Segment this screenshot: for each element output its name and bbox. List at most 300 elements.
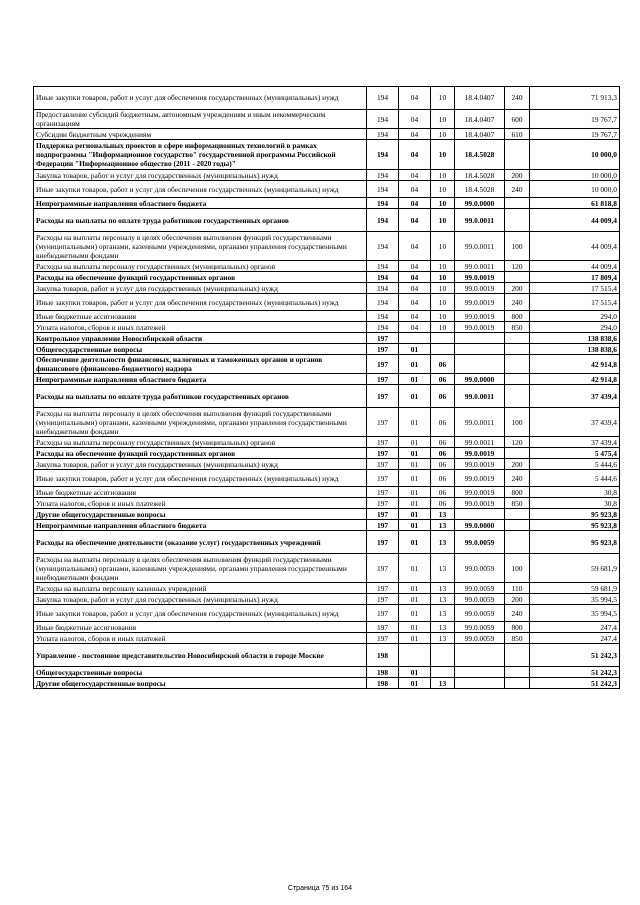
cell-name: Обеспечение деятельности финансовых, налоговых и таможенных органов и органов финансового (финансово-бюджетного) надзора — [34, 355, 367, 374]
cell-sum: 19 767,7 — [530, 110, 620, 129]
cell-vr: 240 — [505, 470, 530, 487]
cell-pr: 10 — [431, 283, 455, 294]
cell-rz: 01 — [399, 554, 431, 583]
cell-csr: 18.4.0407 — [455, 110, 505, 129]
cell-csr: 99.0.0000 — [455, 520, 505, 531]
cell-sum: 10 000,0 — [530, 170, 620, 181]
cell-name: Иные бюджетные ассигнования — [34, 487, 367, 498]
cell-vr: 800 — [505, 311, 530, 322]
cell-rz: 01 — [399, 583, 431, 594]
cell-pr: 10 — [431, 110, 455, 129]
cell-rz: 01 — [399, 344, 431, 355]
cell-name: Иные закупки товаров, работ и услуг для обеспечения государственных (муниципальных) нужд — [34, 605, 367, 622]
cell-name: Иные закупки товаров, работ и услуг для обеспечения государственных (муниципальных) нужд — [34, 87, 367, 110]
cell-sum: 10 000,0 — [530, 181, 620, 198]
cell-csr: 99.0.0019 — [455, 459, 505, 470]
cell-pr — [431, 667, 455, 678]
cell-name: Расходы на выплаты по оплате труда работников государственных органов — [34, 385, 367, 408]
cell-name: Расходы на обеспечение функций государственных органов — [34, 272, 367, 283]
cell-vr — [505, 448, 530, 459]
cell-vr — [505, 644, 530, 667]
table-row — [34, 129, 620, 140]
cell-ved: 197 — [367, 374, 399, 385]
table-row — [34, 583, 620, 594]
cell-rz: 04 — [399, 170, 431, 181]
cell-vr: 200 — [505, 594, 530, 605]
table-row — [34, 261, 620, 272]
cell-sum: 17 515,4 — [530, 294, 620, 311]
cell-rz: 01 — [399, 355, 431, 374]
cell-name: Расходы на выплаты персоналу государственных (муниципальных) органов — [34, 261, 367, 272]
cell-name: Иные бюджетные ассигнования — [34, 622, 367, 633]
cell-name: Уплата налогов, сборов и иных платежей — [34, 322, 367, 333]
cell-sum: 71 913,3 — [530, 87, 620, 110]
table-row — [34, 644, 620, 667]
cell-rz: 01 — [399, 520, 431, 531]
cell-pr: 06 — [431, 374, 455, 385]
cell-ved: 197 — [367, 520, 399, 531]
table-row — [34, 232, 620, 261]
cell-csr: 99.0.0019 — [455, 322, 505, 333]
cell-ved: 197 — [367, 605, 399, 622]
table-row — [34, 333, 620, 344]
cell-sum: 10 000,0 — [530, 140, 620, 170]
cell-ved: 198 — [367, 678, 399, 689]
table-row — [34, 437, 620, 448]
cell-csr: 99.0.0019 — [455, 448, 505, 459]
cell-vr — [505, 344, 530, 355]
cell-csr: 99.0.0059 — [455, 633, 505, 644]
cell-ved: 194 — [367, 272, 399, 283]
cell-name: Иные закупки товаров, работ и услуг для обеспечения государственных (муниципальных) нужд — [34, 181, 367, 198]
cell-vr: 850 — [505, 322, 530, 333]
cell-vr: 800 — [505, 622, 530, 633]
table-row — [34, 209, 620, 232]
cell-ved: 197 — [367, 437, 399, 448]
cell-pr: 10 — [431, 129, 455, 140]
cell-ved: 194 — [367, 170, 399, 181]
table-row — [34, 181, 620, 198]
cell-vr: 100 — [505, 554, 530, 583]
cell-pr — [431, 644, 455, 667]
table-row — [34, 110, 620, 129]
cell-sum: 42 914,8 — [530, 374, 620, 385]
table-row — [34, 140, 620, 170]
cell-name: Закупка товаров, работ и услуг для государственных (муниципальных) нужд — [34, 594, 367, 605]
cell-vr: 240 — [505, 181, 530, 198]
cell-ved: 197 — [367, 531, 399, 554]
cell-vr: 200 — [505, 170, 530, 181]
cell-pr: 10 — [431, 272, 455, 283]
cell-csr: 99.0.0000 — [455, 374, 505, 385]
cell-sum: 42 914,8 — [530, 355, 620, 374]
cell-sum: 19 767,7 — [530, 129, 620, 140]
cell-rz: 04 — [399, 110, 431, 129]
cell-name: Закупка товаров, работ и услуг для государственных (муниципальных) нужд — [34, 170, 367, 181]
table-row — [34, 374, 620, 385]
cell-rz: 04 — [399, 232, 431, 261]
cell-csr: 99.0.0019 — [455, 470, 505, 487]
cell-rz: 01 — [399, 374, 431, 385]
cell-ved: 197 — [367, 333, 399, 344]
cell-sum: 51 242,3 — [530, 678, 620, 689]
cell-csr — [455, 355, 505, 374]
cell-pr: 06 — [431, 487, 455, 498]
cell-rz: 04 — [399, 209, 431, 232]
cell-vr: 600 — [505, 110, 530, 129]
cell-rz: 04 — [399, 261, 431, 272]
cell-vr: 240 — [505, 87, 530, 110]
budget-table — [33, 86, 620, 689]
cell-rz: 04 — [399, 181, 431, 198]
cell-name: Иные закупки товаров, работ и услуг для обеспечения государственных (муниципальных) нужд — [34, 470, 367, 487]
cell-csr: 99.0.0019 — [455, 498, 505, 509]
cell-ved: 197 — [367, 459, 399, 470]
cell-vr: 200 — [505, 459, 530, 470]
cell-csr: 99.0.0059 — [455, 622, 505, 633]
cell-vr: 800 — [505, 487, 530, 498]
cell-rz: 04 — [399, 198, 431, 209]
cell-name: Закупка товаров, работ и услуг для государственных (муниципальных) нужд — [34, 459, 367, 470]
cell-vr — [505, 272, 530, 283]
table-row — [34, 594, 620, 605]
cell-pr: 06 — [431, 408, 455, 437]
cell-name: Общегосударственные вопросы — [34, 667, 367, 678]
cell-ved: 194 — [367, 294, 399, 311]
cell-name: Расходы на обеспечение функций государственных органов — [34, 448, 367, 459]
cell-pr: 13 — [431, 520, 455, 531]
cell-ved: 198 — [367, 644, 399, 667]
cell-vr: 100 — [505, 232, 530, 261]
cell-vr: 850 — [505, 498, 530, 509]
cell-csr: 99.0.0019 — [455, 311, 505, 322]
cell-csr: 18.4.0407 — [455, 87, 505, 110]
cell-rz: 01 — [399, 594, 431, 605]
table-row — [34, 355, 620, 374]
cell-sum: 59 681,9 — [530, 583, 620, 594]
cell-ved: 194 — [367, 311, 399, 322]
cell-rz: 01 — [399, 470, 431, 487]
cell-pr: 10 — [431, 311, 455, 322]
cell-rz — [399, 333, 431, 344]
cell-pr: 06 — [431, 498, 455, 509]
cell-sum: 59 681,9 — [530, 554, 620, 583]
cell-name: Непрограммные направления областного бюджета — [34, 198, 367, 209]
cell-csr: 99.0.0019 — [455, 487, 505, 498]
table-row — [34, 509, 620, 520]
cell-name: Другие общегосударственные вопросы — [34, 509, 367, 520]
cell-vr — [505, 509, 530, 520]
cell-csr: 18.4.5028 — [455, 140, 505, 170]
cell-sum: 35 994,5 — [530, 605, 620, 622]
cell-vr: 200 — [505, 283, 530, 294]
cell-pr: 10 — [431, 198, 455, 209]
table-row — [34, 459, 620, 470]
cell-sum: 17 515,4 — [530, 283, 620, 294]
cell-csr: 99.0.0011 — [455, 209, 505, 232]
table-row — [34, 667, 620, 678]
cell-ved: 197 — [367, 487, 399, 498]
cell-vr — [505, 140, 530, 170]
cell-ved: 197 — [367, 385, 399, 408]
cell-csr: 99.0.0011 — [455, 408, 505, 437]
cell-pr: 10 — [431, 140, 455, 170]
cell-pr: 10 — [431, 261, 455, 272]
cell-sum: 30,8 — [530, 498, 620, 509]
table-row — [34, 87, 620, 110]
cell-csr: 99.0.0000 — [455, 198, 505, 209]
cell-name: Непрограммные направления областного бюджета — [34, 374, 367, 385]
cell-pr: 13 — [431, 605, 455, 622]
cell-vr — [505, 520, 530, 531]
cell-sum: 247,4 — [530, 622, 620, 633]
cell-sum: 30,8 — [530, 487, 620, 498]
cell-sum: 17 809,4 — [530, 272, 620, 283]
table-row — [34, 520, 620, 531]
cell-ved: 197 — [367, 498, 399, 509]
cell-pr: 10 — [431, 322, 455, 333]
cell-csr: 99.0.0011 — [455, 385, 505, 408]
cell-name: Непрограммные направления областного бюджета — [34, 520, 367, 531]
cell-sum: 294,0 — [530, 322, 620, 333]
cell-vr — [505, 209, 530, 232]
cell-name: Управление - постоянное представительство Новосибирской области в городе Москве — [34, 644, 367, 667]
cell-rz: 04 — [399, 311, 431, 322]
cell-pr: 13 — [431, 678, 455, 689]
cell-ved: 194 — [367, 87, 399, 110]
cell-csr: 99.0.0059 — [455, 554, 505, 583]
cell-sum: 5 444,6 — [530, 470, 620, 487]
cell-name: Расходы на выплаты по оплате труда работников государственных органов — [34, 209, 367, 232]
cell-vr — [505, 531, 530, 554]
cell-rz: 01 — [399, 531, 431, 554]
cell-ved: 197 — [367, 355, 399, 374]
cell-ved: 194 — [367, 209, 399, 232]
cell-vr — [505, 333, 530, 344]
cell-vr — [505, 198, 530, 209]
cell-rz: 01 — [399, 667, 431, 678]
cell-vr: 120 — [505, 261, 530, 272]
cell-name: Субсидии бюджетным учреждениям — [34, 129, 367, 140]
cell-pr: 10 — [431, 294, 455, 311]
table-row — [34, 294, 620, 311]
cell-csr: 99.0.0019 — [455, 283, 505, 294]
cell-vr: 100 — [505, 408, 530, 437]
cell-csr — [455, 344, 505, 355]
cell-vr: 120 — [505, 437, 530, 448]
cell-rz: 04 — [399, 322, 431, 333]
cell-sum: 37 439,4 — [530, 408, 620, 437]
cell-sum: 95 923,8 — [530, 509, 620, 520]
cell-ved: 197 — [367, 622, 399, 633]
cell-pr: 13 — [431, 531, 455, 554]
cell-csr: 99.0.0011 — [455, 232, 505, 261]
cell-name: Закупка товаров, работ и услуг для государственных (муниципальных) нужд — [34, 283, 367, 294]
cell-rz: 04 — [399, 140, 431, 170]
table-row — [34, 272, 620, 283]
table-row — [34, 322, 620, 333]
cell-csr — [455, 667, 505, 678]
cell-rz: 04 — [399, 272, 431, 283]
cell-ved: 194 — [367, 181, 399, 198]
cell-pr: 10 — [431, 209, 455, 232]
cell-ved: 194 — [367, 232, 399, 261]
cell-sum: 294,0 — [530, 311, 620, 322]
table-row — [34, 487, 620, 498]
cell-name: Расходы на выплаты персоналу в целях обеспечения выполнения функций государственными (муниципальными) органами, казенными учреждениями, органами управления государственными внебюджетными фондами — [34, 408, 367, 437]
cell-ved: 194 — [367, 283, 399, 294]
cell-ved: 198 — [367, 667, 399, 678]
cell-name: Уплата налогов, сборов и иных платежей — [34, 498, 367, 509]
cell-rz: 01 — [399, 487, 431, 498]
cell-pr: 06 — [431, 437, 455, 448]
cell-vr: 240 — [505, 294, 530, 311]
cell-rz: 01 — [399, 633, 431, 644]
cell-pr: 06 — [431, 448, 455, 459]
table-row — [34, 633, 620, 644]
cell-rz: 01 — [399, 448, 431, 459]
cell-pr: 13 — [431, 583, 455, 594]
cell-rz: 01 — [399, 459, 431, 470]
cell-name: Уплата налогов, сборов и иных платежей — [34, 633, 367, 644]
table-row — [34, 622, 620, 633]
cell-csr: 99.0.0059 — [455, 594, 505, 605]
cell-ved: 197 — [367, 470, 399, 487]
cell-pr: 13 — [431, 509, 455, 520]
cell-ved: 197 — [367, 509, 399, 520]
cell-sum: 44 009,4 — [530, 209, 620, 232]
table-row — [34, 498, 620, 509]
cell-sum: 51 242,3 — [530, 644, 620, 667]
cell-csr: 99.0.0011 — [455, 261, 505, 272]
table-row — [34, 170, 620, 181]
cell-sum: 44 009,4 — [530, 261, 620, 272]
cell-vr: 610 — [505, 129, 530, 140]
table-row — [34, 283, 620, 294]
cell-pr: 13 — [431, 554, 455, 583]
cell-pr: 06 — [431, 355, 455, 374]
cell-pr: 13 — [431, 622, 455, 633]
cell-ved: 194 — [367, 110, 399, 129]
table-row — [34, 448, 620, 459]
cell-pr: 10 — [431, 87, 455, 110]
cell-csr: 18.4.5028 — [455, 170, 505, 181]
cell-name: Общегосударственные вопросы — [34, 344, 367, 355]
cell-ved: 197 — [367, 583, 399, 594]
cell-csr: 99.0.0059 — [455, 531, 505, 554]
cell-pr: 06 — [431, 385, 455, 408]
cell-csr: 99.0.0059 — [455, 605, 505, 622]
cell-csr — [455, 509, 505, 520]
cell-csr: 99.0.0059 — [455, 583, 505, 594]
cell-ved: 194 — [367, 140, 399, 170]
cell-sum: 95 923,8 — [530, 520, 620, 531]
cell-vr: 110 — [505, 583, 530, 594]
table-row — [34, 678, 620, 689]
cell-ved: 194 — [367, 198, 399, 209]
cell-pr — [431, 344, 455, 355]
cell-sum: 5 475,4 — [530, 448, 620, 459]
cell-sum: 138 838,6 — [530, 344, 620, 355]
cell-name: Иные бюджетные ассигнования — [34, 311, 367, 322]
cell-name: Другие общегосударственные вопросы — [34, 678, 367, 689]
cell-ved: 194 — [367, 129, 399, 140]
cell-rz: 01 — [399, 678, 431, 689]
page-footer: Страница 75 из 164 — [287, 885, 353, 892]
table-row — [34, 198, 620, 209]
cell-ved: 197 — [367, 448, 399, 459]
cell-name: Расходы на выплаты персоналу казенных учреждений — [34, 583, 367, 594]
cell-csr — [455, 333, 505, 344]
cell-ved: 197 — [367, 633, 399, 644]
cell-name: Расходы на выплаты персоналу в целях обеспечения выполнения функций государственными (муниципальными) органами, казенными учреждениями, органами управления государственными внебюджетными фондами — [34, 232, 367, 261]
cell-csr: 99.0.0019 — [455, 294, 505, 311]
cell-sum: 35 994,5 — [530, 594, 620, 605]
cell-pr: 10 — [431, 232, 455, 261]
cell-rz: 04 — [399, 87, 431, 110]
cell-vr — [505, 667, 530, 678]
cell-rz: 01 — [399, 622, 431, 633]
cell-vr: 850 — [505, 633, 530, 644]
cell-rz: 01 — [399, 605, 431, 622]
cell-csr: 99.0.0019 — [455, 272, 505, 283]
cell-csr: 18.4.5028 — [455, 181, 505, 198]
cell-name: Расходы на обеспечение деятельности (оказание услуг) государственных учреждений — [34, 531, 367, 554]
cell-csr: 99.0.0011 — [455, 437, 505, 448]
cell-sum: 5 444,6 — [530, 459, 620, 470]
cell-ved: 197 — [367, 554, 399, 583]
table-row — [34, 408, 620, 437]
cell-vr — [505, 385, 530, 408]
cell-csr: 18.4.0407 — [455, 129, 505, 140]
cell-name: Расходы на выплаты персоналу государственных (муниципальных) органов — [34, 437, 367, 448]
cell-rz: 04 — [399, 129, 431, 140]
cell-rz: 01 — [399, 498, 431, 509]
cell-vr: 240 — [505, 605, 530, 622]
cell-sum: 138 838,6 — [530, 333, 620, 344]
table-row — [34, 385, 620, 408]
cell-sum: 51 242,3 — [530, 667, 620, 678]
cell-ved: 197 — [367, 408, 399, 437]
table-row — [34, 605, 620, 622]
cell-sum: 37 439,4 — [530, 385, 620, 408]
table-row — [34, 531, 620, 554]
cell-sum: 61 818,8 — [530, 198, 620, 209]
table-row — [34, 470, 620, 487]
cell-rz: 01 — [399, 385, 431, 408]
cell-vr — [505, 678, 530, 689]
cell-rz — [399, 644, 431, 667]
table-row — [34, 311, 620, 322]
cell-name: Иные закупки товаров, работ и услуг для обеспечения государственных (муниципальных) нужд — [34, 294, 367, 311]
cell-ved: 194 — [367, 322, 399, 333]
cell-name: Предоставление субсидий бюджетным, автономным учреждениям и иным некоммерческим организациям — [34, 110, 367, 129]
cell-name: Контрольное управление Новосибирской области — [34, 333, 367, 344]
table-row — [34, 554, 620, 583]
cell-name: Расходы на выплаты персоналу в целях обеспечения выполнения функций государственными (муниципальными) органами, казенными учреждениями, органами управления государственными внебюджетными фондами — [34, 554, 367, 583]
cell-rz: 04 — [399, 283, 431, 294]
cell-sum: 37 439,4 — [530, 437, 620, 448]
cell-pr: 10 — [431, 170, 455, 181]
cell-pr: 13 — [431, 633, 455, 644]
cell-sum: 44 009,4 — [530, 232, 620, 261]
cell-ved: 197 — [367, 344, 399, 355]
cell-sum: 247,4 — [530, 633, 620, 644]
table-row — [34, 344, 620, 355]
cell-vr — [505, 355, 530, 374]
cell-pr — [431, 333, 455, 344]
cell-rz: 01 — [399, 408, 431, 437]
